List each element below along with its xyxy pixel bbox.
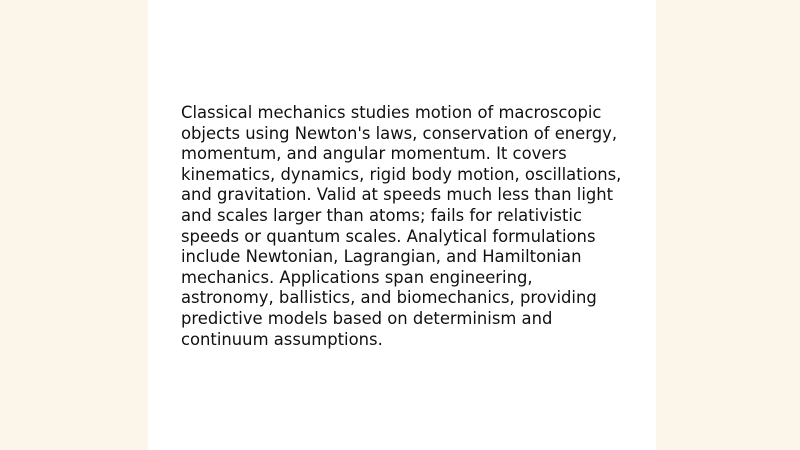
document-page: [148, 0, 656, 450]
text-line: mechanics. Applications span engineering,: [181, 267, 533, 287]
text-line: and gravitation. Valid at speeds much less than light: [181, 185, 614, 205]
text-line: objects using Newton's laws, conservation of energy,: [181, 123, 618, 143]
text-line: include Newtonian, Lagrangian, and Hamiltonian: [181, 247, 582, 267]
text-line: and scales larger than atoms; fails for relativistic: [181, 205, 582, 225]
text-line: Classical mechanics studies motion of macroscopic: [181, 103, 602, 122]
text-line: kinematics, dynamics, rigid body motion, oscillations,: [181, 164, 622, 184]
text-line: astronomy, ballistics, and biomechanics, providing: [181, 288, 597, 308]
text-line: momentum, and angular momentum. It covers: [181, 144, 567, 164]
text-line: speeds or quantum scales. Analytical formulations: [181, 226, 596, 246]
text-line: continuum assumptions.: [181, 329, 383, 349]
body-paragraph: [181, 103, 631, 350]
text-line: predictive models based on determinism and: [181, 308, 553, 328]
